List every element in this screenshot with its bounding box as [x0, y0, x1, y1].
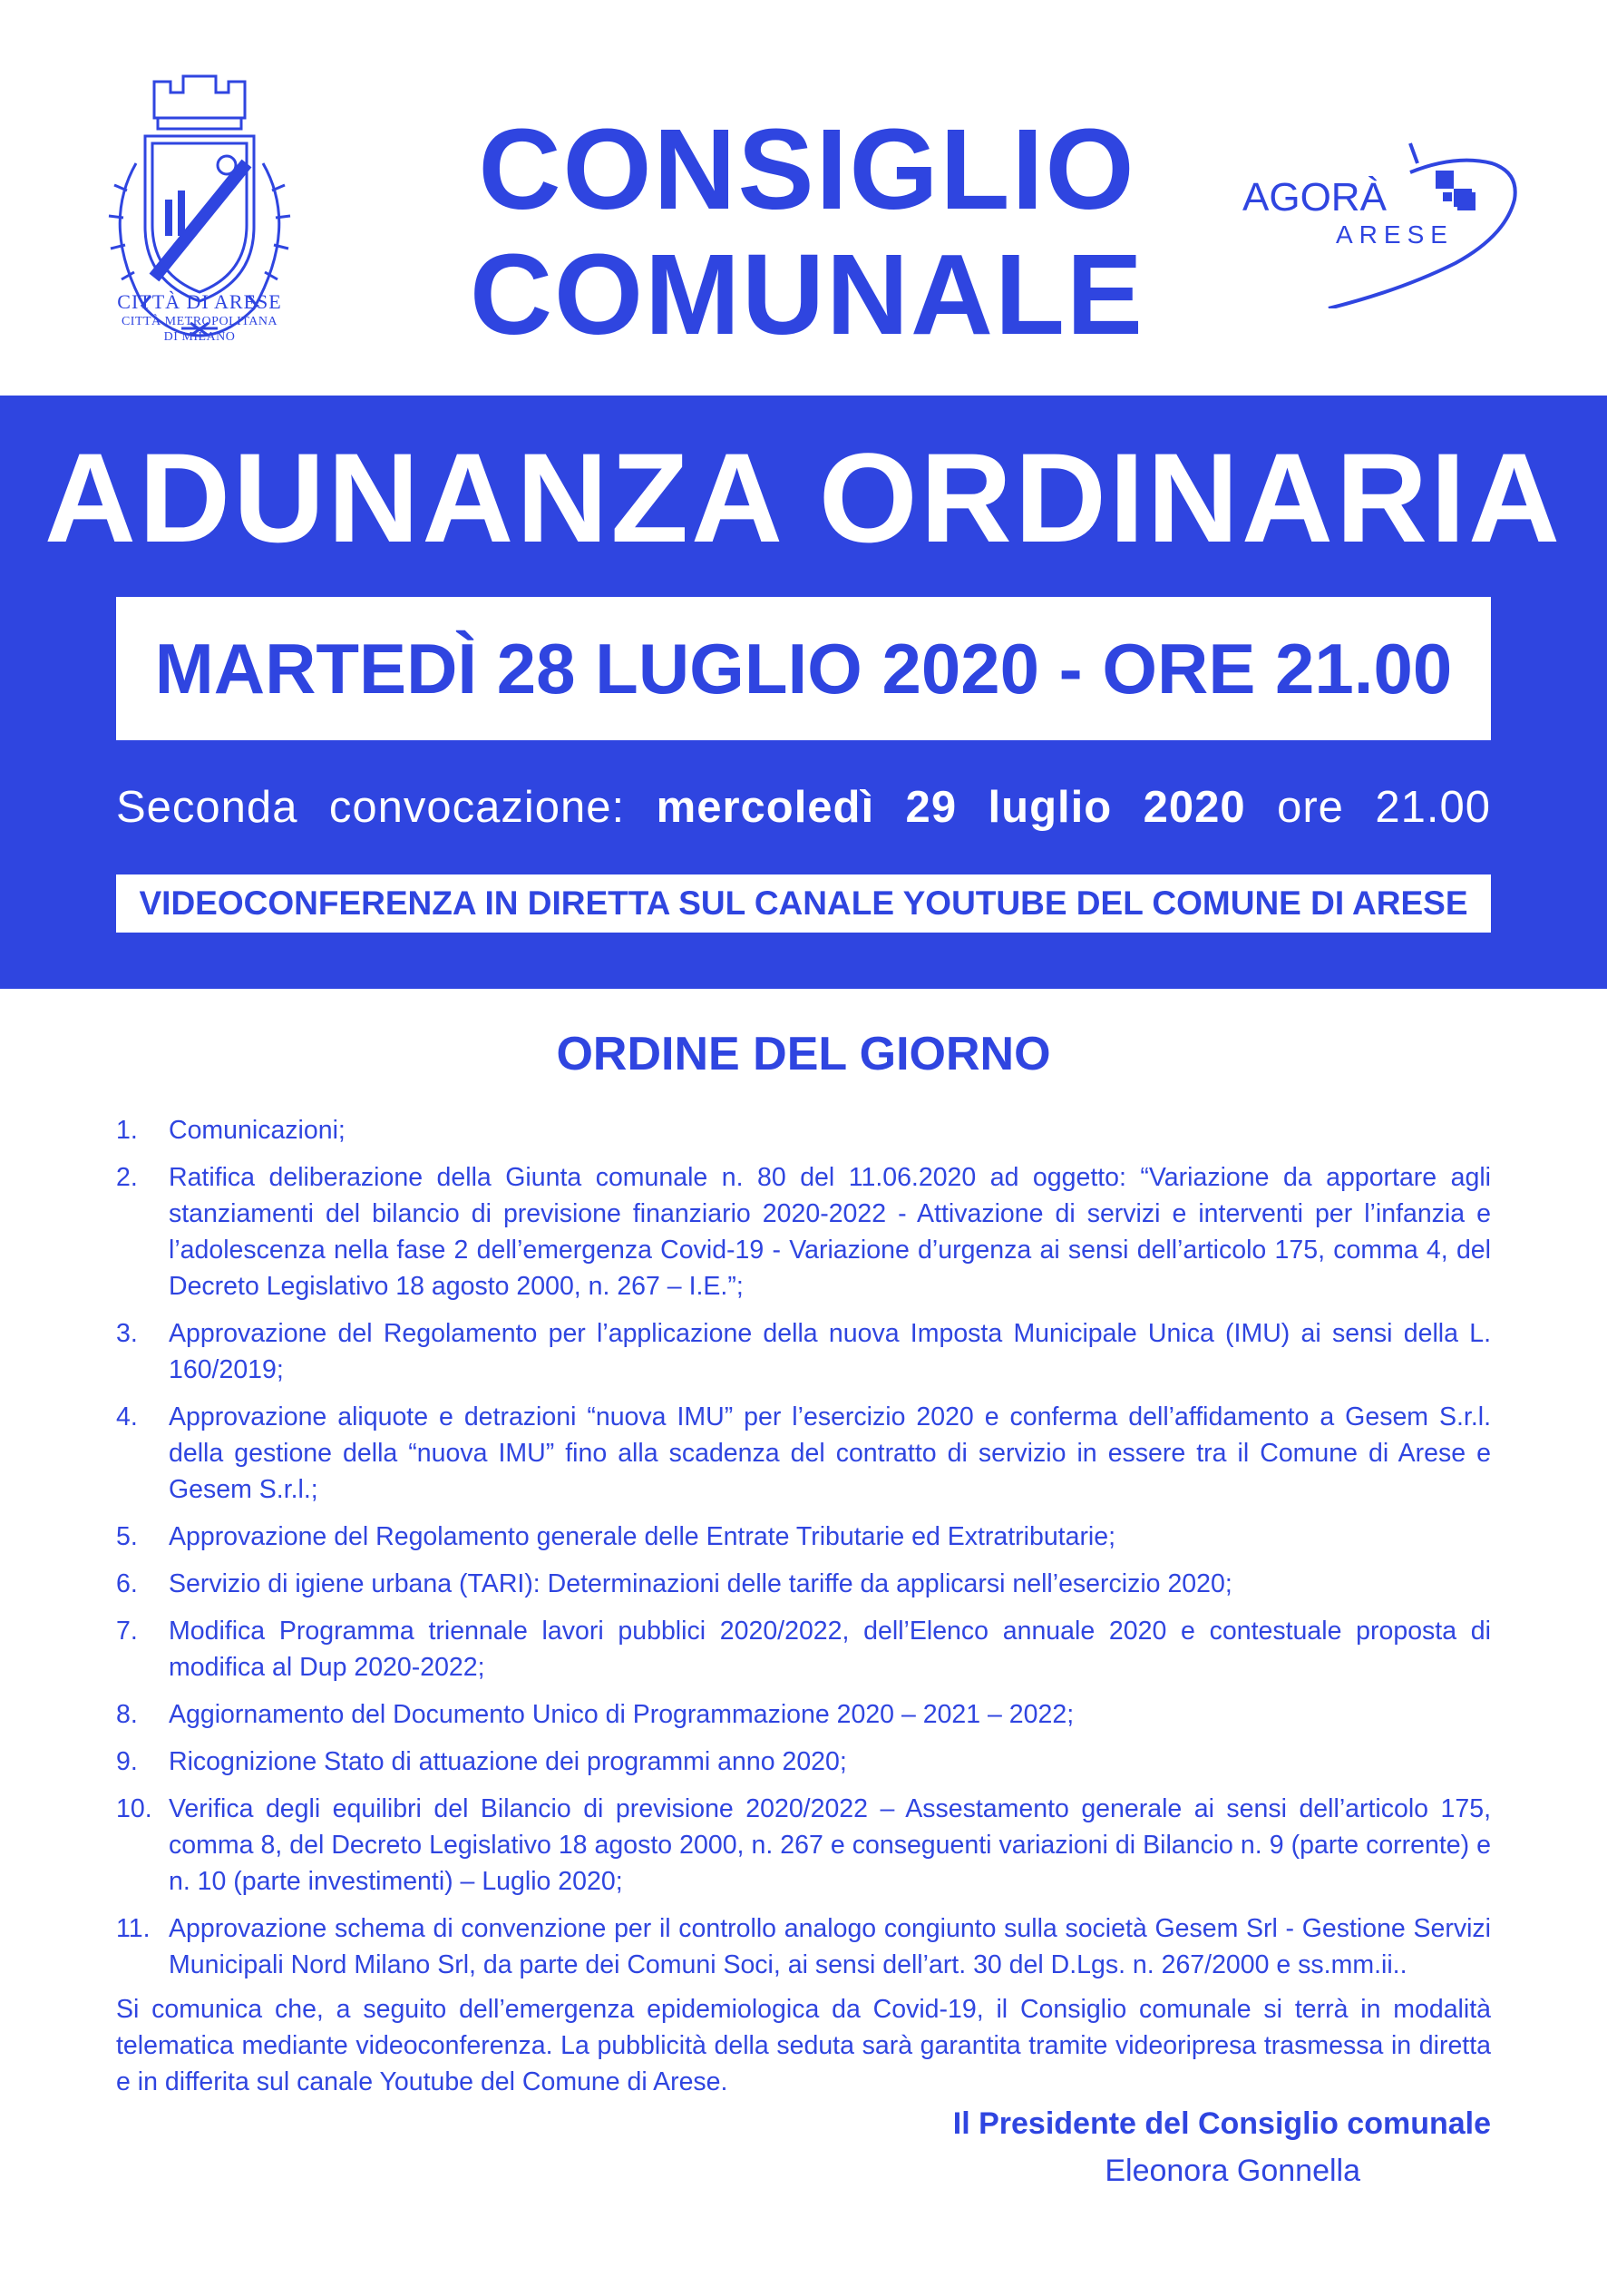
item-text: Ratifica deliberazione della Giunta comunale n. 80 del 11.06.2020 ad oggetto: “Variazione da apportare agli stanziamenti del bilancio di previsione finanziario 2020-2022 - Attivazione di servizi e interventi per l’infanzia e l’adolescenza nella fase 2 dell’emergenza Covid-19 - Variazione d’urgenza ai sensi dell’articolo 175, comma 4, del Decreto Legislativo 18 agosto 2000, n. 267 – I.E.”; — [169, 1163, 1491, 1301]
list-item — [116, 1566, 1491, 1602]
list-item — [116, 1159, 1491, 1304]
item-text: Verifica degli equilibri del Bilancio di previsione 2020/2022 – Assestamento generale ai sensi dell’articolo 175, comma 8, del Decreto Legislativo 18 agosto 2000, n. 267 e conseguenti variazioni di Bilancio n. 9 (parte corrente) e n. 10 (parte investimenti) – Luglio 2020; — [169, 1794, 1491, 1896]
videoconference-notice: VIDEOCONFERENZA IN DIRETTA SUL CANALE YOUTUBE DEL COMUNE DI ARESE — [139, 884, 1468, 922]
list-item — [116, 1519, 1491, 1555]
second-convocation-label: Seconda convocazione: — [116, 783, 626, 832]
list-item — [116, 1910, 1491, 1983]
meeting-date: MARTEDÌ 28 LUGLIO 2020 - ORE 21.00 — [154, 629, 1453, 708]
list-item — [116, 1315, 1491, 1388]
item-text: Aggiornamento del Documento Unico di Programmazione 2020 – 2021 – 2022; — [169, 1700, 1075, 1729]
item-text: Approvazione del Regolamento generale delle Entrate Tributarie ed Extratributarie; — [169, 1522, 1116, 1551]
item-number: 6. — [116, 1569, 138, 1598]
signature-role: Il Presidente del Consiglio comunale — [952, 2106, 1491, 2141]
item-text: Modifica Programma triennale lavori pubblici 2020/2022, dell’Elenco annuale 2020 e contestuale proposta di modifica al Dup 2020-2022; — [169, 1617, 1491, 1682]
agenda-title: ORDINE DEL GIORNO — [556, 1028, 1051, 1080]
agora-arese-logo — [1229, 136, 1528, 308]
agora-subtitle: ARESE — [1336, 220, 1454, 249]
list-item — [116, 1744, 1491, 1780]
item-text: Servizio di igiene urbana (TARI): Determinazioni delle tariffe da applicarsi nell’esercizio 2020; — [169, 1569, 1232, 1598]
meeting-type-title: ADUNANZA ORDINARIA — [44, 426, 1563, 569]
second-convocation — [116, 778, 1491, 836]
item-number: 8. — [116, 1700, 138, 1729]
list-item — [116, 1112, 1491, 1148]
page-title — [435, 107, 1179, 357]
crest-caption-city: CITTÀ DI ARESE — [117, 290, 282, 313]
list-item — [116, 1696, 1491, 1733]
item-number: 2. — [116, 1163, 138, 1192]
list-item — [116, 1399, 1491, 1508]
list-item — [116, 1613, 1491, 1685]
item-number: 1. — [116, 1116, 138, 1145]
item-text: Ricognizione Stato di attuazione dei programmi anno 2020; — [169, 1747, 847, 1776]
item-text: Approvazione aliquote e detrazioni “nuova IMU” per l’esercizio 2020 e conferma dell’affidamento a Gesem S.r.l. della gestione della “nuova IMU” fino alla scadenza del contratto di servizio in essere tra il Comune di Arese e Gesem S.r.l.; — [169, 1402, 1491, 1504]
item-number: 11. — [116, 1914, 151, 1943]
item-text: Approvazione schema di convenzione per il controllo analogo congiunto sulla società Gesem Srl - Gestione Servizi Municipali Nord Milano Srl, da parte dei Comuni Soci, ai sensi dell’art. 30 del D.Lgs. n. 267/2000 e ss.mm.ii.. — [169, 1914, 1491, 1979]
item-number: 4. — [116, 1402, 138, 1431]
item-number: 5. — [116, 1522, 138, 1551]
crest-caption-milano: DI MILANO — [163, 330, 236, 344]
signature-name: Eleonora Gonnella — [1105, 2154, 1360, 2188]
second-convocation-time: ore 21.00 — [1277, 783, 1491, 832]
crest-caption-metro: CITTÀ METROPOLITANA — [121, 315, 278, 328]
covid-notice: Si comunica che, a seguito dell’emergenza epidemiologica da Covid-19, il Consiglio comunale si terrà in modalità telematica mediante videoconferenza. La pubblicità della seduta sarà garantita tramite videoripresa trasmessa in diretta e in differita sul canale Youtube del Comune di Arese. — [116, 1995, 1491, 2096]
title-line-2: COMUNALE — [470, 230, 1144, 358]
item-number: 9. — [116, 1747, 138, 1776]
agora-wordmark: AGORÀ — [1242, 175, 1387, 220]
item-text: Approvazione del Regolamento per l’applicazione della nuova Imposta Municipale Unica (IMU) ai sensi della L. 160/2019; — [169, 1319, 1491, 1384]
second-convocation-date: mercoledì 29 luglio 2020 — [656, 783, 1246, 832]
item-number: 3. — [116, 1319, 138, 1348]
item-number: 10. — [116, 1794, 152, 1823]
agenda-list — [116, 1112, 1491, 1994]
title-line-1: CONSIGLIO — [478, 105, 1136, 233]
crest-caption — [82, 290, 317, 345]
list-item — [116, 1791, 1491, 1900]
item-number: 7. — [116, 1617, 138, 1646]
item-text: Comunicazioni; — [169, 1116, 346, 1145]
